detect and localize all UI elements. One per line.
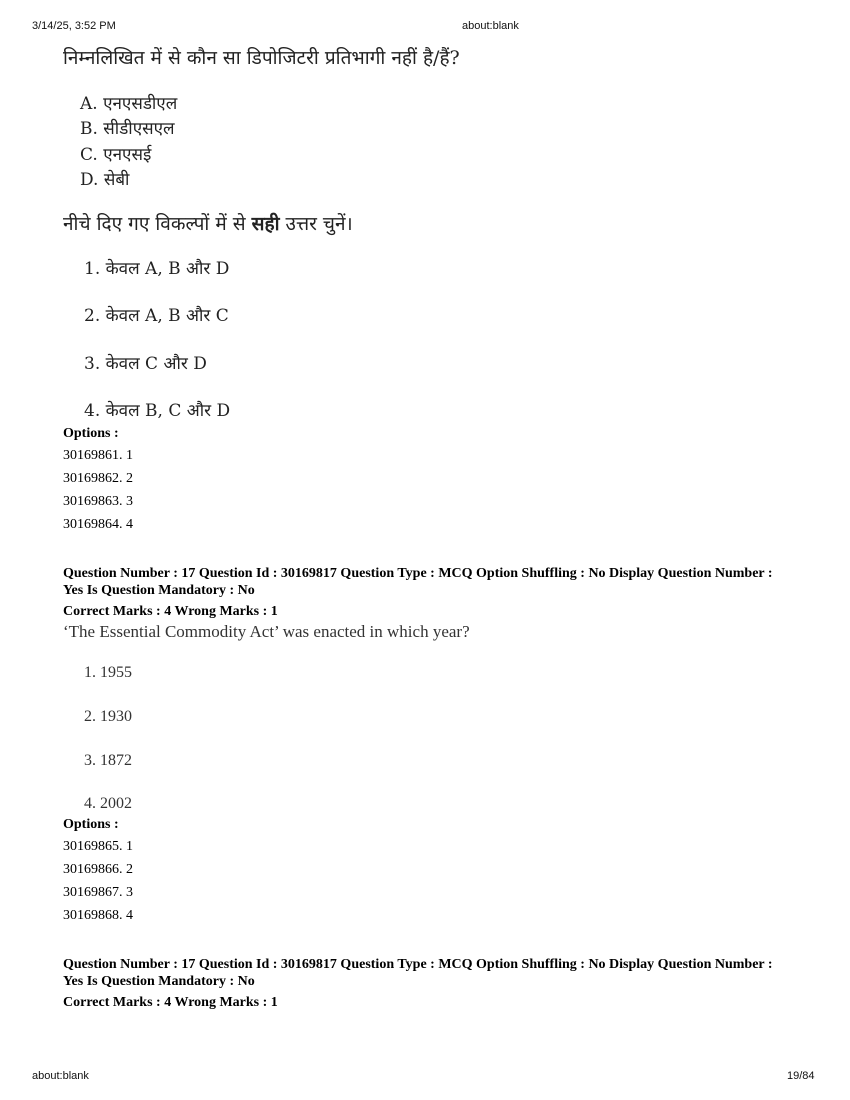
question-meta: Question Number : 17 Question Id : 30169817 Question Type : MCQ Option Shuffling : No Display Question Number : Yes Is Question Mandatory : No — [63, 566, 773, 598]
instruction-bold: सही — [251, 213, 280, 235]
option-id: 30169867. 3 — [63, 885, 133, 900]
answer-choice: 4. 2002 — [84, 795, 132, 812]
statement-item: C. एनएसई — [80, 145, 152, 165]
answer-choice: 1. 1955 — [84, 664, 132, 681]
option-id: 30169865. 1 — [63, 839, 133, 854]
answer-choice: 3. केवल C और D — [84, 354, 207, 374]
statement-item: A. एनएसडीएल — [80, 94, 178, 114]
answer-choice: 3. 1872 — [84, 752, 132, 769]
answer-choice: 1. केवल A, B और D — [84, 259, 230, 279]
option-id: 30169863. 3 — [63, 494, 133, 509]
instruction-pre: नीचे दिए गए विकल्पों में से — [63, 213, 252, 235]
option-id: 30169862. 2 — [63, 471, 133, 486]
print-datetime: 3/14/25, 3:52 PM — [32, 20, 116, 32]
print-url: about:blank — [462, 20, 519, 32]
answer-choice: 4. केवल B, C और D — [84, 401, 231, 421]
statement-item: B. सीडीएसएल — [80, 119, 175, 139]
question-meta: Question Number : 17 Question Id : 30169817 Question Type : MCQ Option Shuffling : No Display Question Number : Yes Is Question Mandatory : No — [63, 957, 773, 989]
question-text-hindi: निम्नलिखित में से कौन सा डिपोजिटरी प्रतिभागी नहीं है/हैं? — [63, 47, 460, 69]
page-number: 19/84 — [787, 1070, 815, 1082]
answer-choice: 2. 1930 — [84, 708, 132, 725]
question-marks: Correct Marks : 4 Wrong Marks : 1 — [63, 995, 278, 1010]
options-label: Options : — [63, 426, 119, 441]
instruction-text — [63, 210, 353, 236]
option-id: 30169866. 2 — [63, 862, 133, 877]
option-id: 30169864. 4 — [63, 517, 133, 532]
instruction-post: उत्तर चुनें। — [279, 213, 353, 235]
option-id: 30169861. 1 — [63, 448, 133, 463]
footer-url: about:blank — [32, 1070, 89, 1082]
question-marks: Correct Marks : 4 Wrong Marks : 1 — [63, 604, 278, 619]
question-text-english: ‘The Essential Commodity Act’ was enacted in which year? — [63, 622, 470, 641]
answer-choice: 2. केवल A, B और C — [84, 306, 229, 326]
options-label: Options : — [63, 817, 119, 832]
statement-item: D. सेबी — [80, 170, 130, 190]
option-id: 30169868. 4 — [63, 908, 133, 923]
